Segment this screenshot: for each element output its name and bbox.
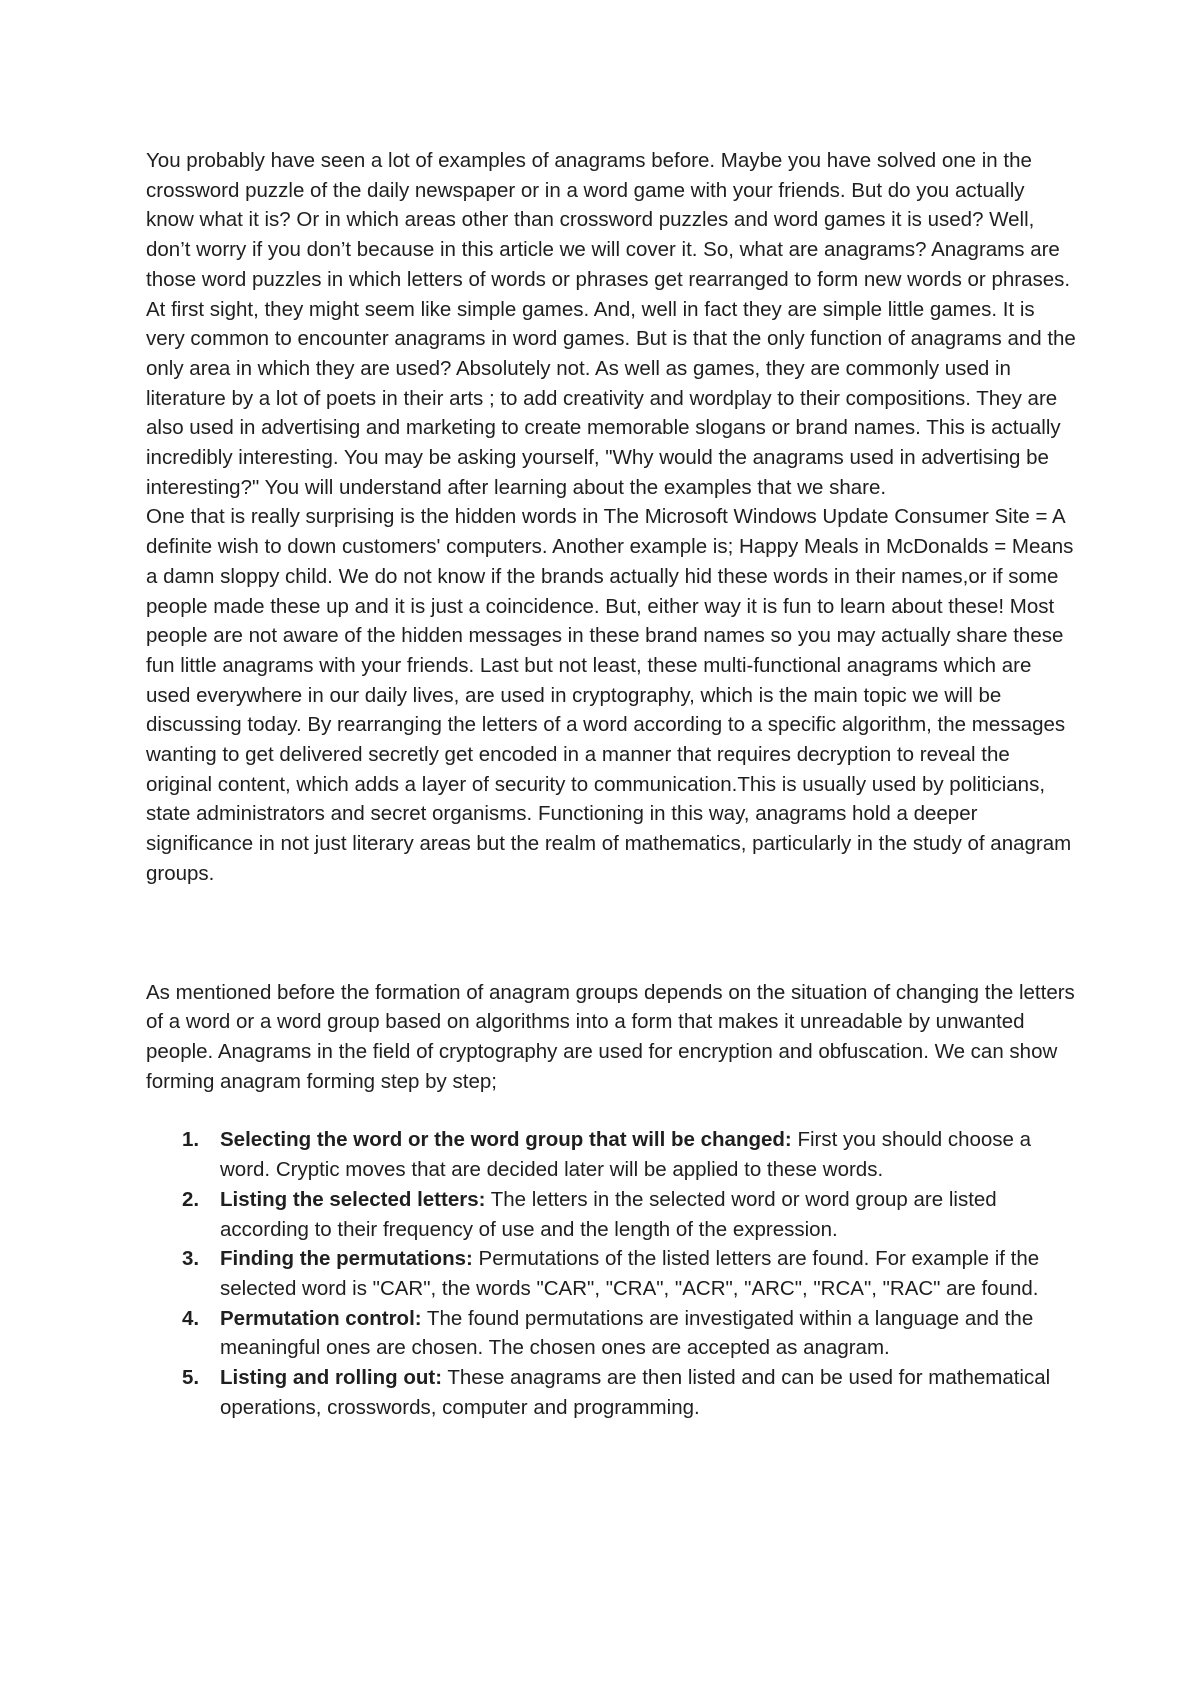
list-item <box>146 1185 1076 1244</box>
list-item-title: Finding the permutations: <box>220 1247 473 1271</box>
list-item <box>146 1244 1076 1303</box>
list-item-title: Permutation control: <box>220 1306 422 1330</box>
paragraph-examples: One that is really surprising is the hidden words in The Microsoft Windows Update Consumer Site = A definite wish to down customers' computers. Another example is; Happy Meals in McDonalds = Means a damn sloppy child. We do not know if the brands actually hid these words in their names,or if some people made these up and it is just a coincidence. But, either way it is fun to learn about these! Most people are not aware of the hidden messages in these brand names so you may actually share these fun little anagrams with your friends. Last but not least, these multi-functional anagrams which are used everywhere in our daily lives, are used in cryptography, which is the main topic we will be discussing today. By rearranging the letters of a word according to a specific algorithm, the messages wanting to get delivered secretly get encoded in a manner that requires decryption to reveal the original content, which adds a layer of security to communication.This is usually used by politicians, state administrators and secret organisms. Functioning in this way, anagrams hold a deeper significance in not just literary areas but the realm of mathematics, particularly in the study of anagram groups. <box>146 505 1074 885</box>
list-item-text: First you should choose a word. Cryptic moves that are decided later will be applied to these words. <box>220 1128 1032 1182</box>
list-item-title: Listing the selected letters: <box>220 1187 486 1211</box>
paragraph-spacer <box>146 889 1076 978</box>
list-item <box>146 1304 1076 1363</box>
paragraph-cryptography: As mentioned before the formation of anagram groups depends on the situation of changing the letters of a word or a word group based on algorithms into a form that makes it unreadable by unwanted people. Anagrams in the field of cryptography are used for encryption and obfuscation. We can show forming anagram forming step by step; <box>146 980 1075 1093</box>
steps-list <box>146 1125 1076 1422</box>
list-item-number: 3. <box>182 1247 200 1271</box>
list-item-text: The letters in the selected word or word group are listed according to their frequency of use and the length of the expression. <box>220 1187 997 1241</box>
list-item <box>146 1125 1076 1184</box>
paragraph-intro: You probably have seen a lot of examples of anagrams before. Maybe you have solved one in the crossword puzzle of the daily newspaper or in a word game with your friends. But do you actually know what it is? Or in which areas other than crossword puzzles and word games it is used? Well, don’t worry if you don’t because in this article we will cover it. So, what are anagrams? Anagrams are those word puzzles in which letters of words or phrases get rearranged to form new words or phrases. At first sight, they might seem like simple games. And, well in fact they are simple little games. It is very common to encounter anagrams in word games. But is that the only function of anagrams and the only area in which they are used? Absolutely not. As well as games, they are commonly used in literature by a lot of poets in their arts ; to add creativity and wordplay to their compositions. They are also used in advertising and marketing to create memorable slogans or brand names. This is actually incredibly interesting. You may be asking yourself, "Why would the anagrams used in advertising be interesting?" You will understand after learning about the examples that we share. <box>146 149 1076 499</box>
document-body <box>146 146 1076 1422</box>
list-item-title: Listing and rolling out: <box>220 1366 443 1390</box>
list-item-number: 4. <box>182 1306 200 1330</box>
list-item-text: These anagrams are then listed and can be used for mathematical operations, crosswords, computer and programming. <box>220 1366 1051 1419</box>
list-item-number: 2. <box>182 1187 200 1211</box>
list-item-title: Selecting the word or the word group that will be changed: <box>220 1128 792 1152</box>
list-item-number: 1. <box>182 1128 200 1152</box>
list-item <box>146 1363 1076 1422</box>
list-item-text: Permutations of the listed letters are found. For example if the selected word is "CAR", the words "CAR", "CRA", "ACR", "ARC", "RCA", "RAC" are found. <box>220 1247 1040 1300</box>
list-item-number: 5. <box>182 1366 200 1390</box>
list-item-text: The found permutations are investigated within a language and the meaningful ones are chosen. The chosen ones are accepted as anagram. <box>220 1306 1034 1360</box>
